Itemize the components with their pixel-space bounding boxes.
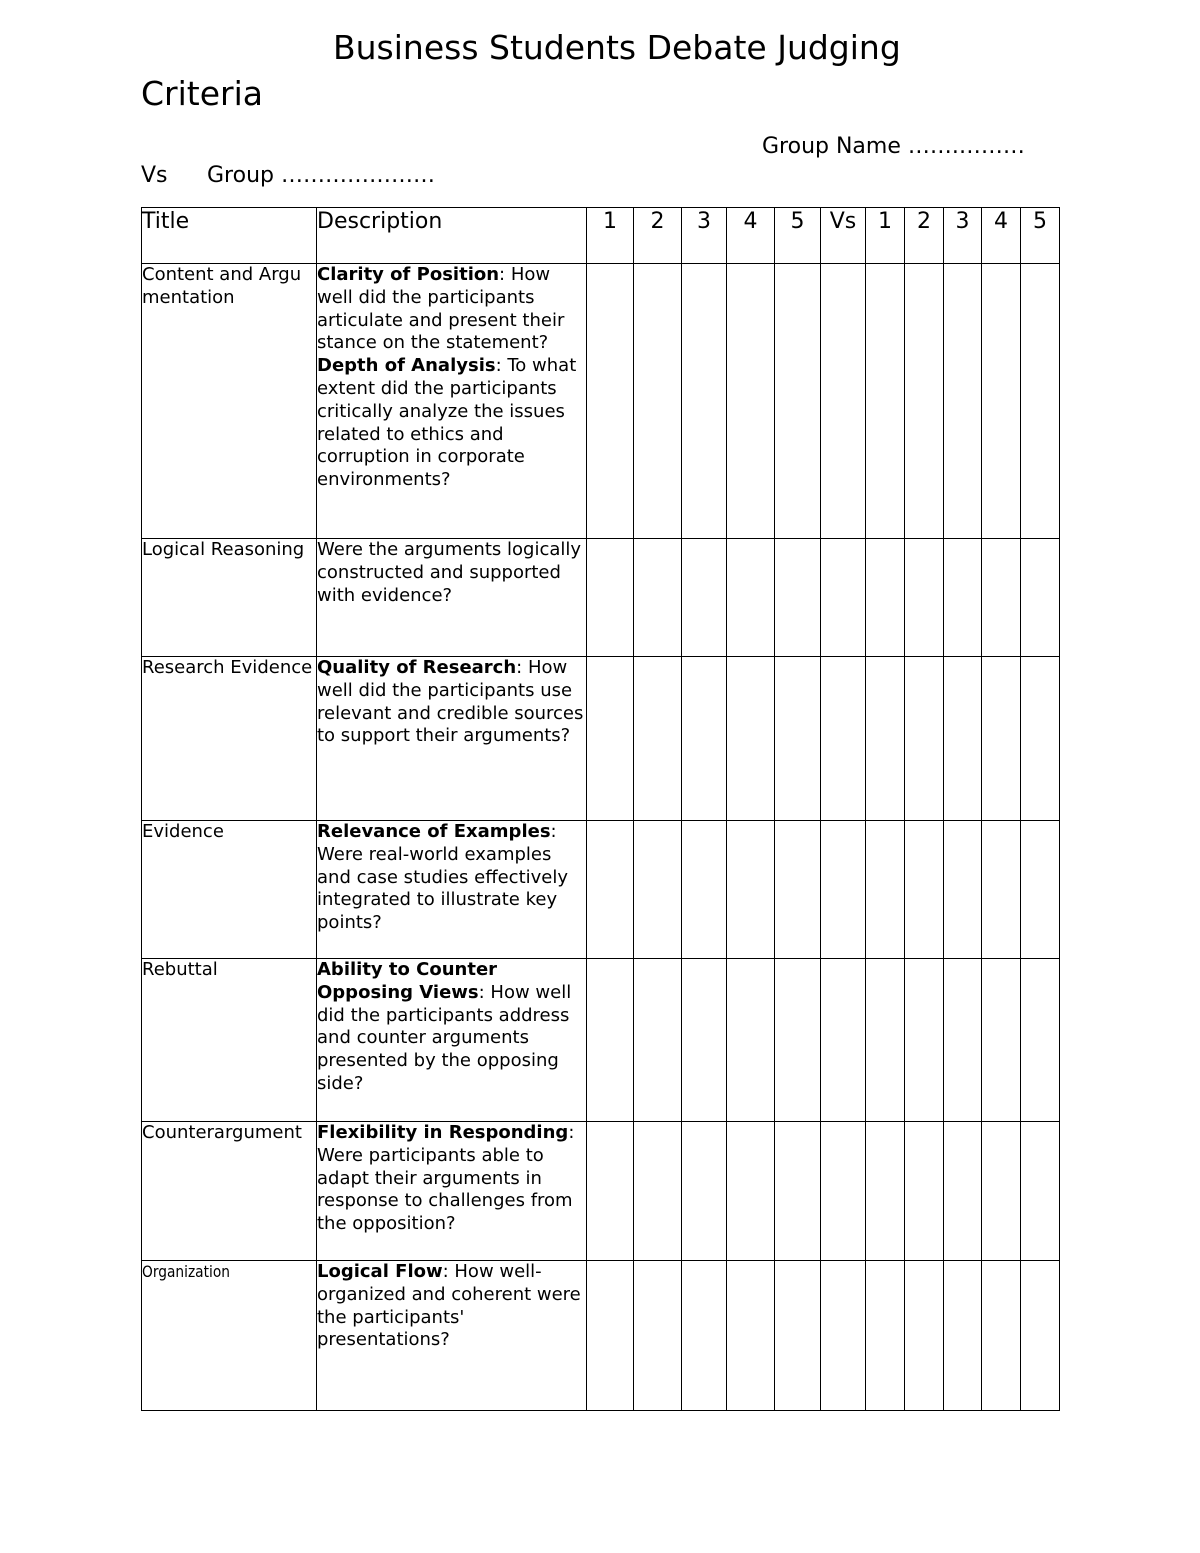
score-cell[interactable] xyxy=(587,959,634,1122)
criteria-row xyxy=(142,657,1060,821)
score-cell[interactable] xyxy=(634,539,682,657)
score-cell[interactable] xyxy=(982,1122,1021,1261)
description-heading: Relevance of Examples xyxy=(317,821,551,842)
description-text: : How well-organized and coherent were the participants' presentations? xyxy=(317,1261,581,1351)
score-cell[interactable] xyxy=(727,539,775,657)
description-paragraph xyxy=(317,959,586,1096)
description-text: : How well did the participants articulate and present their stance on the statement? xyxy=(317,264,565,354)
score-cell[interactable] xyxy=(775,821,821,959)
header-score-left-2: 2 xyxy=(634,208,682,264)
score-cell[interactable] xyxy=(944,1122,982,1261)
header-vs: Vs xyxy=(821,208,866,264)
score-cell[interactable] xyxy=(866,959,905,1122)
score-cell[interactable] xyxy=(727,264,775,539)
criterion-description xyxy=(317,1122,587,1261)
criteria-row xyxy=(142,1122,1060,1261)
criteria-row xyxy=(142,959,1060,1122)
header-score-right-2: 2 xyxy=(905,208,944,264)
criterion-title-text: Research Evidence xyxy=(142,657,313,678)
score-cell[interactable] xyxy=(905,264,944,539)
description-paragraph xyxy=(317,657,586,748)
header-score-left-3: 3 xyxy=(682,208,727,264)
score-cell[interactable] xyxy=(775,1122,821,1261)
score-cell[interactable] xyxy=(944,657,982,821)
score-cell[interactable] xyxy=(944,1261,982,1411)
opponent-group-field: Group ………………… xyxy=(207,163,435,188)
vs-cell xyxy=(821,821,866,959)
criterion-title xyxy=(142,959,317,1122)
criterion-title-text: Logical Reasoning xyxy=(142,539,305,560)
score-cell[interactable] xyxy=(1021,821,1060,959)
description-paragraph xyxy=(317,355,586,492)
score-cell[interactable] xyxy=(682,959,727,1122)
description-paragraph xyxy=(317,1261,586,1352)
score-cell[interactable] xyxy=(1021,1261,1060,1411)
opponent-group-line xyxy=(141,162,435,190)
score-cell[interactable] xyxy=(944,821,982,959)
score-cell[interactable] xyxy=(727,821,775,959)
vs-cell xyxy=(821,539,866,657)
score-cell[interactable] xyxy=(866,539,905,657)
score-cell[interactable] xyxy=(634,1261,682,1411)
score-cell[interactable] xyxy=(587,1122,634,1261)
header-score-left-5: 5 xyxy=(775,208,821,264)
score-cell[interactable] xyxy=(682,1122,727,1261)
score-cell[interactable] xyxy=(944,264,982,539)
criterion-title-text: Rebuttal xyxy=(142,959,218,980)
score-cell[interactable] xyxy=(634,264,682,539)
score-cell[interactable] xyxy=(634,1122,682,1261)
header-description: Description xyxy=(317,208,587,264)
score-cell[interactable] xyxy=(905,1122,944,1261)
criteria-rows xyxy=(142,264,1060,1411)
score-cell[interactable] xyxy=(1021,264,1060,539)
score-cell[interactable] xyxy=(727,1122,775,1261)
criterion-title-text: Content and Argumentation xyxy=(142,264,302,308)
score-cell[interactable] xyxy=(1021,539,1060,657)
vs-cell xyxy=(821,264,866,539)
criterion-title xyxy=(142,1261,317,1411)
criterion-title xyxy=(142,1122,317,1261)
criterion-description xyxy=(317,264,587,539)
description-paragraph xyxy=(317,539,586,607)
description-text: : How well did the participants use relevant and credible sources to support their arguments? xyxy=(317,657,584,747)
score-cell[interactable] xyxy=(775,959,821,1122)
score-cell[interactable] xyxy=(905,539,944,657)
header-title: Title xyxy=(142,208,317,264)
criterion-title xyxy=(142,539,317,657)
header-score-left-1: 1 xyxy=(587,208,634,264)
description-text: : Were participants able to adapt their arguments in response to challenges from the opposition? xyxy=(317,1122,575,1235)
vs-label: Vs xyxy=(141,163,168,188)
criteria-row xyxy=(142,264,1060,539)
score-cell[interactable] xyxy=(682,657,727,821)
criterion-description xyxy=(317,1261,587,1411)
score-cell[interactable] xyxy=(982,264,1021,539)
header-row xyxy=(142,208,1060,264)
page-title-continued: Criteria xyxy=(141,74,263,113)
score-cell[interactable] xyxy=(682,539,727,657)
score-cell[interactable] xyxy=(982,1261,1021,1411)
criterion-title xyxy=(142,657,317,821)
description-heading: Ability to Counter Opposing Views xyxy=(317,959,498,1003)
page-title: Business Students Debate Judging xyxy=(333,28,901,67)
score-cell[interactable] xyxy=(866,1122,905,1261)
score-cell[interactable] xyxy=(727,657,775,821)
description-text: : Were real-world examples and case studies effectively integrated to illustrate key points? xyxy=(317,821,569,934)
score-cell[interactable] xyxy=(866,1261,905,1411)
criterion-title-text: Organization xyxy=(142,1262,230,1281)
header-score-right-4: 4 xyxy=(982,208,1021,264)
score-cell[interactable] xyxy=(982,657,1021,821)
criterion-description xyxy=(317,657,587,821)
description-heading: Logical Flow xyxy=(317,1261,443,1282)
score-cell[interactable] xyxy=(587,657,634,821)
description-paragraph xyxy=(317,821,586,935)
vs-cell xyxy=(821,657,866,821)
score-cell[interactable] xyxy=(682,1261,727,1411)
score-cell[interactable] xyxy=(634,959,682,1122)
score-cell[interactable] xyxy=(982,821,1021,959)
criterion-title xyxy=(142,821,317,959)
group-name-field: Group Name …….……… xyxy=(762,134,1025,159)
score-cell[interactable] xyxy=(634,821,682,959)
criterion-title-text: Evidence xyxy=(142,821,224,842)
score-cell[interactable] xyxy=(587,1261,634,1411)
score-cell[interactable] xyxy=(587,821,634,959)
vs-cell xyxy=(821,1261,866,1411)
score-cell[interactable] xyxy=(634,657,682,821)
criterion-title-text: Counterargument xyxy=(142,1122,302,1143)
vs-cell xyxy=(821,959,866,1122)
criteria-row xyxy=(142,821,1060,959)
score-cell[interactable] xyxy=(905,657,944,821)
score-cell[interactable] xyxy=(775,1261,821,1411)
description-paragraph xyxy=(317,264,586,355)
score-cell[interactable] xyxy=(982,539,1021,657)
description-heading: Flexibility in Responding xyxy=(317,1122,569,1143)
criteria-row xyxy=(142,1261,1060,1411)
score-cell[interactable] xyxy=(982,959,1021,1122)
header-score-left-4: 4 xyxy=(727,208,775,264)
description-heading: Clarity of Position xyxy=(317,264,500,285)
criterion-description xyxy=(317,959,587,1122)
score-cell[interactable] xyxy=(775,657,821,821)
score-cell[interactable] xyxy=(775,539,821,657)
description-text: Were the arguments logically constructed and supported with evidence? xyxy=(317,539,582,606)
score-cell[interactable] xyxy=(944,539,982,657)
score-cell[interactable] xyxy=(944,959,982,1122)
score-cell[interactable] xyxy=(727,959,775,1122)
header-score-right-3: 3 xyxy=(944,208,982,264)
score-cell[interactable] xyxy=(587,264,634,539)
criterion-description xyxy=(317,539,587,657)
score-cell[interactable] xyxy=(1021,959,1060,1122)
score-cell[interactable] xyxy=(1021,657,1060,821)
score-cell[interactable] xyxy=(905,959,944,1122)
score-cell[interactable] xyxy=(866,821,905,959)
score-cell[interactable] xyxy=(682,264,727,539)
description-heading: Depth of Analysis xyxy=(317,355,496,377)
description-paragraph xyxy=(317,1122,586,1236)
score-cell[interactable] xyxy=(905,821,944,959)
description-text: : How well did the participants address and counter arguments presented by the opposing side? xyxy=(317,981,572,1094)
score-cell[interactable] xyxy=(682,821,727,959)
judging-criteria-table xyxy=(141,207,1060,1411)
score-cell[interactable] xyxy=(866,657,905,821)
score-cell[interactable] xyxy=(866,264,905,539)
score-cell[interactable] xyxy=(587,539,634,657)
description-text: : To what extent did the participants critically analyze the issues related to ethics and corruption in corporate environments? xyxy=(317,355,577,491)
criteria-row xyxy=(142,539,1060,657)
score-cell[interactable] xyxy=(727,1261,775,1411)
vs-cell xyxy=(821,1122,866,1261)
score-cell[interactable] xyxy=(905,1261,944,1411)
description-heading: Quality of Research xyxy=(317,657,517,678)
header-score-right-5: 5 xyxy=(1021,208,1060,264)
criterion-title xyxy=(142,264,317,539)
score-cell[interactable] xyxy=(775,264,821,539)
header-score-right-1: 1 xyxy=(866,208,905,264)
criterion-description xyxy=(317,821,587,959)
score-cell[interactable] xyxy=(1021,1122,1060,1261)
